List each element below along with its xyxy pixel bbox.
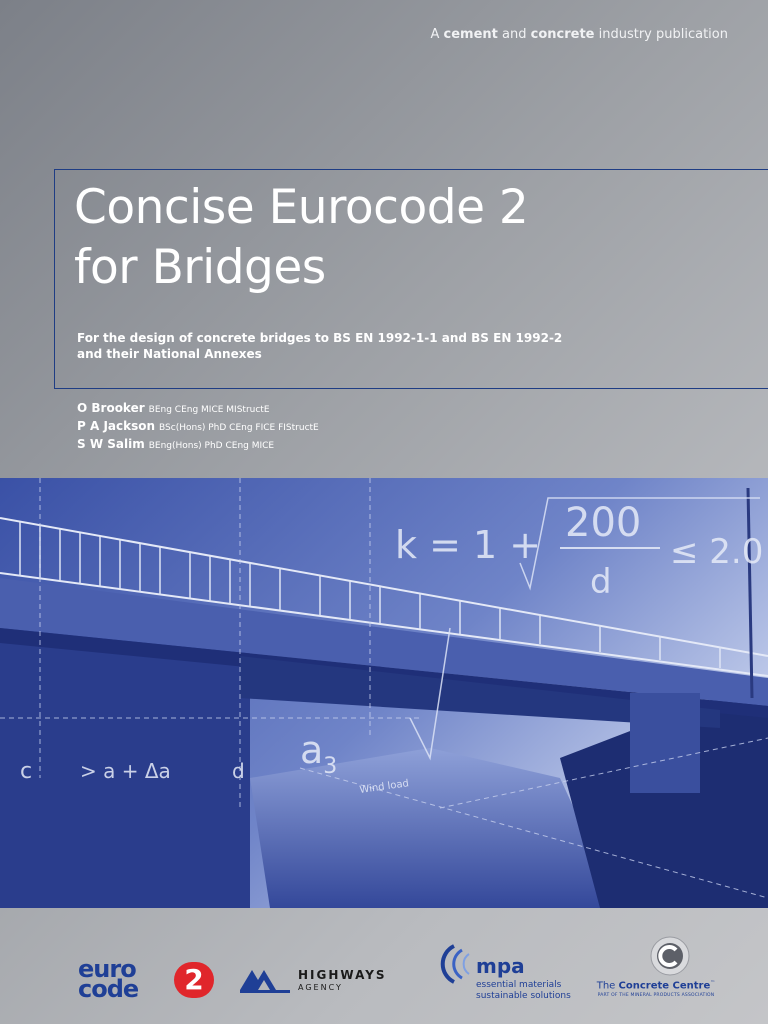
concrete-centre-c-icon [650,936,690,976]
eurocode-word-code: code [78,975,139,1003]
concrete-centre-logo [596,936,746,1006]
eurocode-number: 2 [174,962,214,998]
formula-c: c [20,759,33,784]
formula-delta: > a + Δa [80,759,171,783]
eurocode2-logo [78,955,218,1003]
formula-d: d [590,562,612,602]
tagline-word-cement: cement [443,27,498,42]
tcc-trademark: ™ [710,980,716,986]
author-qualifications: BSc(Hons) PhD CEng FICE FIStructE [159,423,319,433]
tagline-word-concrete: concrete [530,27,595,42]
author-name: P A Jackson [77,419,156,433]
tcc-prefix: The [596,980,616,992]
formula-leq: ≤ 2.0 [670,532,764,572]
bridge-photo [0,478,768,908]
cover-title [74,178,674,298]
publication-tagline [430,27,728,42]
author-name: O Brooker [77,401,145,415]
title-line-1: Concise Eurocode 2 [74,180,529,235]
bridge-pier [630,693,700,793]
concrete-centre-name [596,980,716,991]
tcc-name: Concrete Centre [618,980,711,992]
author-qualifications: BEng(Hons) PhD CEng MICE [148,441,275,451]
subtitle-line-1: For the design of concrete bridges to BS EN 1992-1-1 and BS EN 1992-2 [77,331,563,345]
agency-word: AGENCY [298,983,343,992]
author-2 [77,418,319,436]
highways-mark-icon [240,966,290,994]
logo-strip [0,908,768,1024]
tagline-suffix: industry publication [598,27,728,42]
wind-label: Wind load [358,778,410,796]
mpa-wave-icon [424,938,474,988]
title-line-2: for Bridges [74,240,326,295]
author-qualifications: BEng CEng MICE MIStructE [148,405,270,415]
formula-a3: $a_3$ [300,728,338,779]
formula-k: k = 1 + [395,523,542,567]
tagline-mid: and [502,27,527,42]
author-1 [77,400,319,418]
formula-200: 200 [565,500,642,546]
highways-agency-logo [240,966,410,996]
highways-word: HIGHWAYS [298,968,387,982]
eurocode-word-euro: euro [78,955,136,983]
mpa-tagline-2: sustainable solutions [476,991,571,1001]
author-3 [77,436,319,454]
tcc-subline: PART OF THE MINERAL PRODUCTS ASSOCIATION [597,993,715,998]
subtitle-line-2: and their National Annexes [77,347,262,361]
mpa-tagline [476,980,586,1002]
author-name: S W Salim [77,437,145,451]
mpa-tagline-1: essential materials [476,980,562,990]
formula-d2: d [232,759,245,783]
bridge-illustration [0,478,768,908]
author-list [77,400,319,454]
mpa-name: mpa [476,954,525,978]
mpa-logo [424,938,584,1008]
tagline-prefix: A [430,27,440,42]
cover-subtitle [77,330,597,362]
